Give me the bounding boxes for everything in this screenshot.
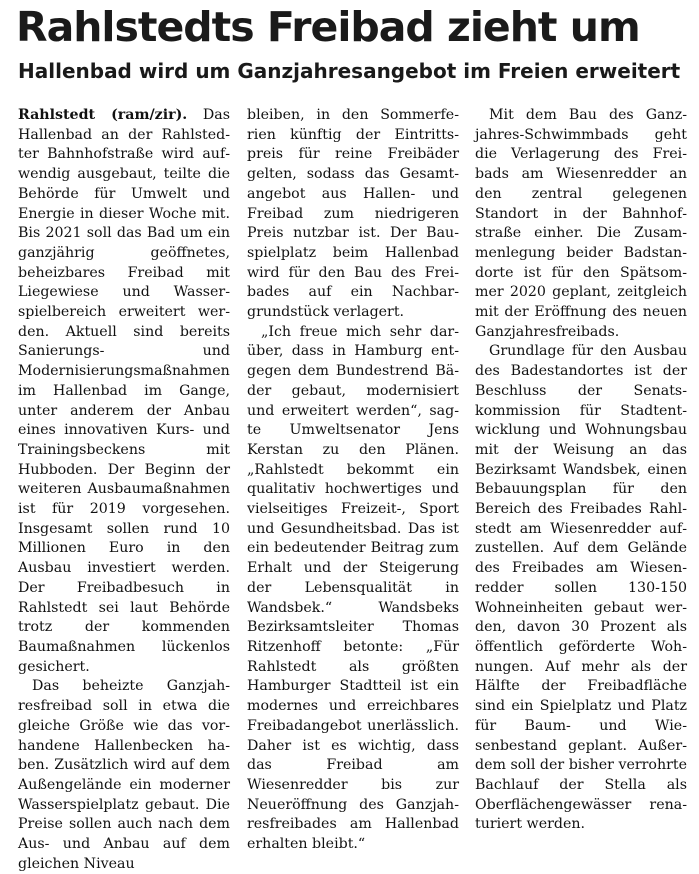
paragraph-3: „Ich freue mich sehr darüber, dass in Hamburg entgegen dem Bundestrend Bäder gebaut, modernisiert und erweitert werden“, sagte Umweltsenator Jens Kerstan zu den Plänen. „Rahlstedt bekommt ein qualitativ hochwertiges und vielseitiges Freizeit-, Sport und Gesundheitsbad. Das ist ein bedeutender Beitrag zum Erhalt und der Steigerung der Lebensqualität in Wandsbek.“ Wandsbeks Bezirksamtsleiter Thomas Ritzenhoff betonte: „Für Rahlstedt als größten Hamburger Stadtteil ist ein modernes und erreichbares Freibadangebot unerlässlich. Daher ist es wichtig, dass das Freibad am Wiesenredder bis zur Neueröffnung des Ganzjahresfreibades am Hallenbad erhalten bleibt.“ [247, 323, 459, 853]
paragraph-2: Das beheizte Ganzjahresfreibad soll in etwa die gleiche Größe wie das vorhandene Hallenbecken haben. Zusätzlich wird auf dem Außengelände ein moderner Wasserspielplatz gebaut. Die Preise sollen auch nach dem Aus- und Anbau auf dem gleichen Niveau [18, 678, 230, 872]
text-column-2 [247, 106, 459, 855]
text-column-3 [475, 106, 687, 835]
headline: Rahlstedts Freibad zieht um [16, 3, 640, 51]
paragraph-4: Mit dem Bau des Ganzjahres-Schwimmbads geht die Verlagerung des Freibads am Wiesenredder an den zentral gelegenen Standort in der Bahnhofstraße einher. Die Zusammenlegung beider Badstandorte ist für den Spätsommer 2020 geplant, zeitgleich mit der Eröffnung des neuen Ganzjahresfreibads. [475, 107, 687, 340]
paragraph-1-text: Das Hallenbad an der Rahlstedter Bahnhofstraße wird aufwendig ausgebaut, teilte die Behörde für Umwelt und Energie in dieser Woche mit. Bis 2021 soll das Bad um ein ganzjährig geöffnetes, beheizbares Freibad mit Liegewiese und Wasserspielbereich erweitert werden. Aktuell sind bereits Sanierungs- und Modernisierungsmaßnahmen im Hallenbad im Gange, unter anderem der Anbau eines innovativen Kurs- und Trainingsbeckens mit Hubboden. Der Beginn der weiteren Ausbaumaßnahmen ist für 2019 vorgesehen. Insgesamt sollen rund 10 Millionen Euro in den Ausbau investiert werden. Der Freibadbesuch in Rahlstedt sei laut Behörde trotz der kommenden Baumaßnahmen lückenlos gesichert. [18, 107, 230, 675]
text-column-1 [18, 106, 230, 874]
subheadline: Hallenbad wird um Ganzjahresangebot im Freien erweitert [18, 59, 681, 83]
paragraph-5: Grundlage für den Ausbau des Badestandortes ist der Beschluss der Senatskommission für Stadtentwicklung und Wohnungsbau mit der Weisung an das Bezirksamt Wandsbek, einen Bebauungsplan für den Bereich des Freibades Rahlstedt am Wiesenredder aufzustellen. Auf dem Gelände des Freibades am Wiesenredder sollen 130-150 Wohneinheiten gebaut werden, davon 30 Prozent als öffentlich geförderte Wohnungen. Auf mehr als der Hälfte der Freibadfläche sind ein Spielplatz und Platz für Baum- und Wiesenbestand geplant. Außerdem soll der bisher verrohrte Bachlauf der Stella als Oberflächengewässer renaturiert werden. [475, 343, 687, 833]
paragraph-2-continued: bleiben, in den Sommerferien künftig der Eintrittspreis für reine Freibäder gelten, sodass das Gesamtangebot aus Hallen- und Freibad zum niedrigeren Preis nutzbar ist. Der Bauspielplatz beim Hallenbad wird für den Bau des Freibades auf ein Nachbargrundstück verlagert. [247, 107, 459, 321]
paragraph-1 [18, 106, 230, 677]
dateline: Rahlstedt (ram/zir). [18, 107, 188, 123]
